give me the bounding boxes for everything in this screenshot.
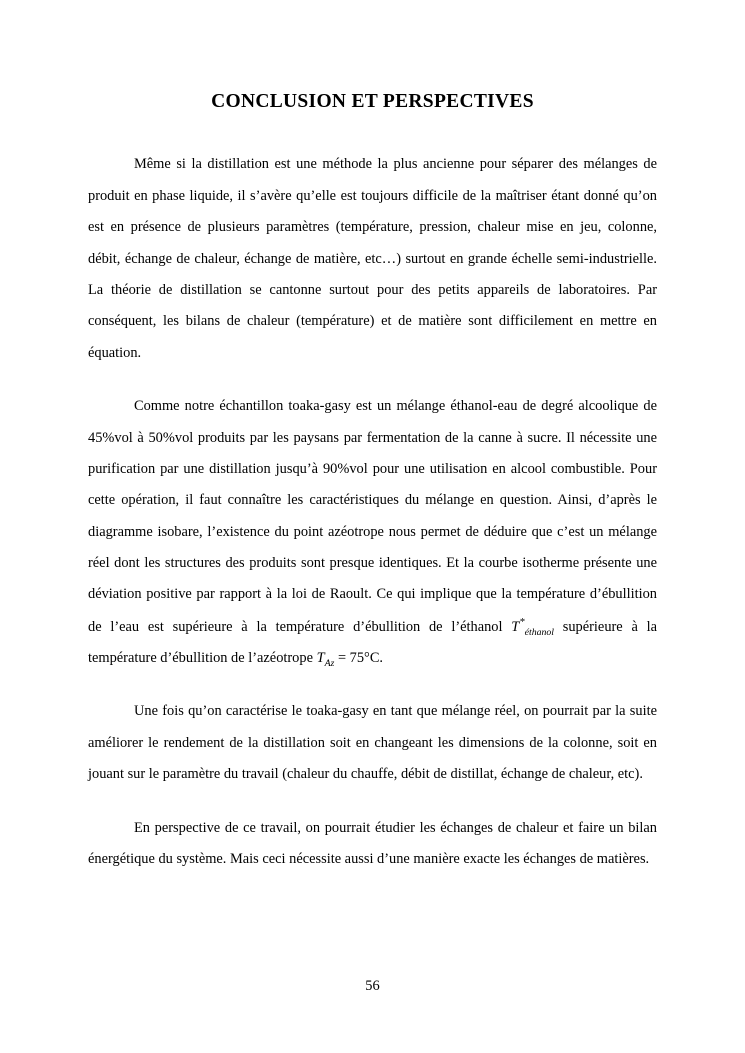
math-t-az <box>316 650 335 669</box>
paragraph-sample-analysis-part3: = 75°C. <box>334 650 384 667</box>
math-t-ethanol-sub: éthanol <box>524 626 554 638</box>
paragraph-intro: Même si la distillation est une méthode la plus ancienne pour séparer des mélanges de produit en phase liquide, il s’avère qu’elle est toujours difficile de la maîtriser étant donné qu’on est en présence de plusieurs paramètres (température, pression, chaleur mise en jeu, colonne, débit, échange de chaleur, échange de matière, etc…) surtout en grande échelle semi-industrielle. La théorie de distillation se cantonne surtout pour des petits appareils de laboratoires. Par conséquent, les bilans de chaleur (température) et de matière sont difficilement en mettre en équation. <box>88 156 657 361</box>
math-t-ethanol-base: T <box>511 618 520 635</box>
paragraph-improvement: Une fois qu’on caractérise le toaka-gasy en tant que mélange réel, on pourrait par la suite améliorer le rendement de la distillation soit en changeant les dimensions de la colonne, soit en jouant sur le paramètre du travail (chaleur du chauffe, débit de distillat, échange de chaleur, etc). <box>88 703 657 783</box>
paragraph-sample-analysis <box>88 391 657 674</box>
math-t-ethanol <box>511 615 554 638</box>
math-t-az-base: T <box>316 650 325 667</box>
math-t-az-sub: Az <box>324 657 335 669</box>
paragraph-sample-analysis-part2: supérieure à la température d’ébullition de l’azéotrope <box>88 618 657 667</box>
page-number: 56 <box>365 978 380 994</box>
math-t-ethanol-star: * <box>519 615 525 628</box>
paragraph-sample-analysis-part1: Comme notre échantillon toaka-gasy est un mélange éthanol-eau de degré alcoolique de 45%vol à 50%vol produits par les paysans par fermentation de la canne à sucre. Il nécessite une purification par une distillation jusqu’à 90%vol pour une utilisation en alcool combustible. Pour cette opération, il faut connaître les caractéristiques du mélange en question. Ainsi, d’après le diagramme isobare, l’existence du point azéotrope nous permet de déduire que c’est un mélange réel dont les structures des produits sont presque identiques. Et la courbe isotherme présente une déviation positive par rapport à la loi de Raoult. Ce qui implique que la température d’ébullition de l’eau est supérieure à la température d’ébullition de l’éthanol <box>88 398 657 635</box>
page-title: CONCLUSION ET PERSPECTIVES <box>211 91 534 112</box>
paragraph-perspective: En perspective de ce travail, on pourrait étudier les échanges de chaleur et faire un bilan énergétique du système. Mais ceci nécessite aussi d’une manière exacte les échanges de matières. <box>88 819 657 867</box>
